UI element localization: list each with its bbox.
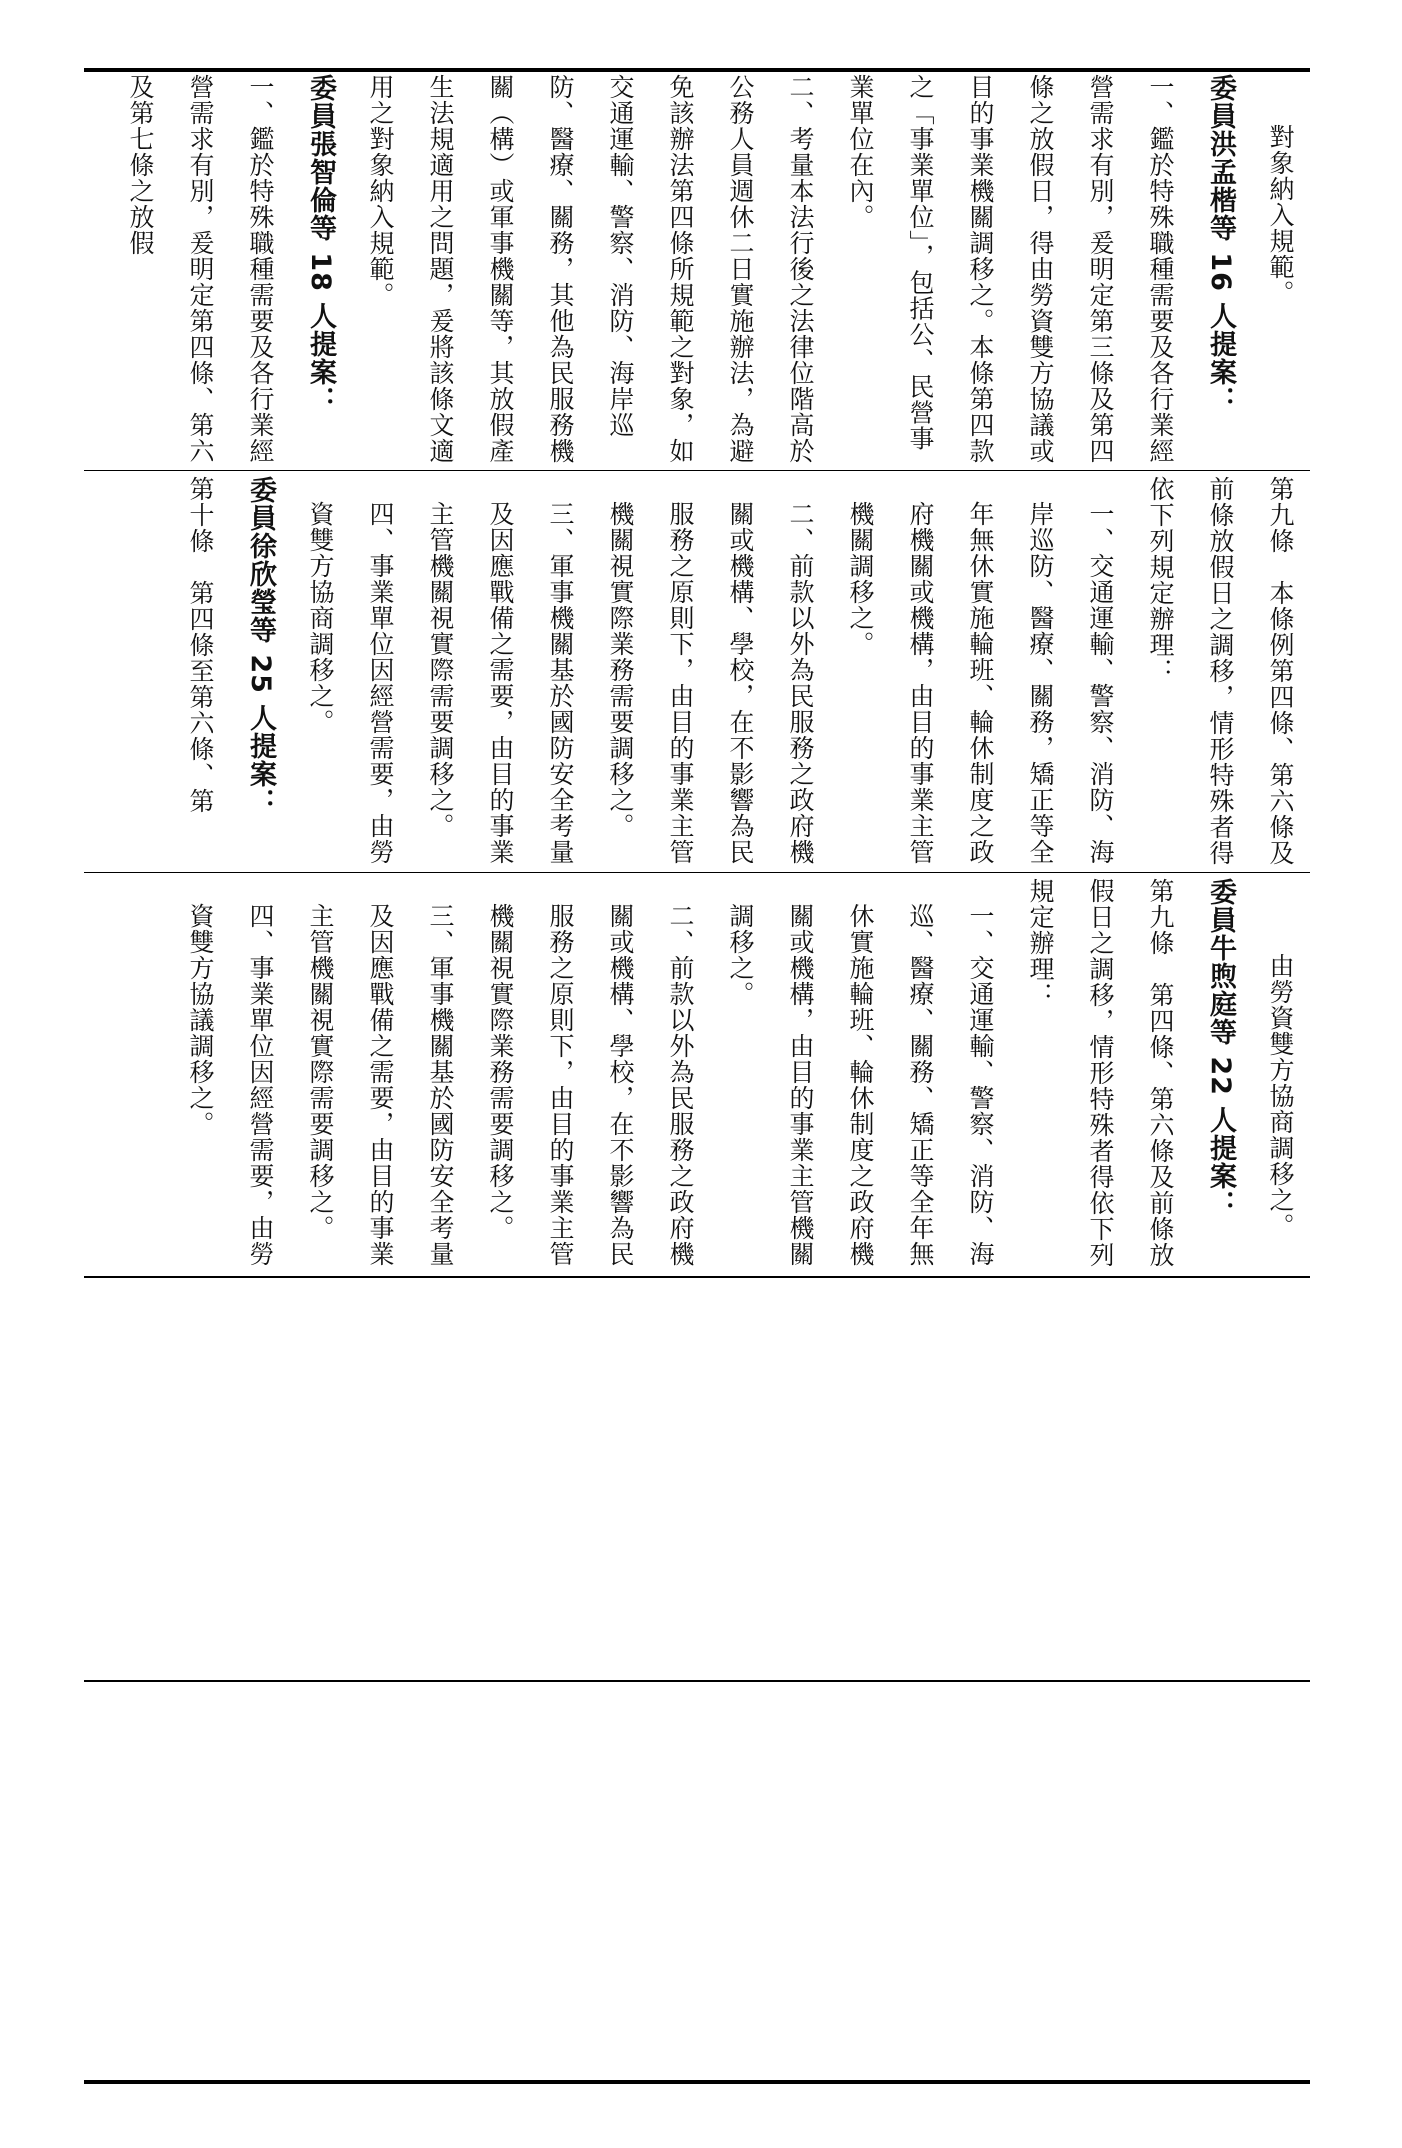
bottom-rule [84, 2080, 1310, 2084]
top-rule [84, 68, 1310, 72]
band-1 [84, 74, 1310, 468]
band-5-empty [84, 1686, 1310, 2074]
paragraph: 四、事業單位因經營需要，由勞資雙方協議調移之。 [186, 903, 275, 1267]
rule-mid [84, 1680, 1310, 1682]
band-1-text [84, 74, 1310, 468]
paragraph: 一、交通運輸、警察、消防、海岸巡防、醫療、關務，矯正等全年無休實施輪班、輪休制度之政府機關或機構，由目的事業主管機關調移之。 [846, 501, 1115, 865]
paragraph: 對象納入規範。 [1266, 124, 1295, 306]
paragraph: 三、軍事機關基於國防安全考量及因應戰備之需要，由目的事業主管機關視實際需要調移之。 [426, 501, 575, 865]
proposal-heading: 委員徐欣瑩等 25 人提案： [245, 476, 276, 817]
paragraph: 一、鑑於特殊職種需要及各行業經營需求有別，爰明定第四條、第六及第七條之放假 [126, 74, 275, 464]
band-2-text [84, 476, 1310, 870]
paragraph: 三、軍事機關基於國防安全考量及因應戰備之需要，由目的事業主管機關視實際需要調移之。 [306, 903, 455, 1267]
proposal-heading: 委員張智倫等 18 人提案： [305, 74, 336, 415]
paragraph: 第九條 本條例第四條、第六條及前條放假日之調移，情形特殊者得依下列規定辦理： [1146, 476, 1295, 866]
paragraph: 二、前款以外為民服務之政府機關或機構、學校，在不影響為民服務之原則下，由目的事業主管機關視實際業務需要調移之。 [486, 903, 695, 1267]
rule-after-band-3 [84, 1276, 1310, 1278]
paragraph: 由勞資雙方協商調移之。 [1266, 953, 1295, 1239]
proposal-heading: 委員牛煦庭等 22 人提案： [1205, 878, 1236, 1219]
band-4-empty [84, 1282, 1310, 1676]
band-3-text [84, 878, 1310, 1272]
paragraph: 四、事業單位因經營需要，由勞資雙方協商調移之。 [306, 501, 395, 865]
paragraph: 二、考量本法行後之法律位階高於公務人員週休二日實施辦法，為避免該辦法第四條所規範之對象，如交通運輸、警察、消防、海岸巡防、醫療、關務，其他為民服務機關（構）或軍事機關等，其放假產生法規適用之問題，爰將該條文適用之對象納入規範。 [366, 74, 815, 464]
divider-1 [84, 470, 1310, 471]
paragraph: 一、交通運輸、警察、消防、海巡、醫療、關務、矯正等全年無休實施輪班、輪休制度之政府機關或機構，由目的事業主管機關調移之。 [726, 903, 995, 1267]
paragraph: 第十條 第四條至第六條、第 [186, 476, 215, 814]
band-3 [84, 878, 1310, 1272]
proposal-heading: 委員洪孟楷等 16 人提案： [1205, 74, 1236, 415]
paragraph: 第九條 第四條、第六條及前條放假日之調移，情形特殊者得依下列規定辦理： [1026, 878, 1175, 1268]
paragraph: 一、鑑於特殊職種需要及各行業經營需求有別，爰明定第三條及第四條之放假日，得由勞資雙方協議或目的事業機關調移之。本條第四款之「事業單位」，包括公、民營事業單位在內。 [846, 74, 1175, 464]
divider-2 [84, 872, 1310, 873]
band-2 [84, 476, 1310, 870]
paragraph: 二、前款以外為民服務之政府機關或機構、學校，在不影響為民服務之原則下，由目的事業主管機關視實際業務需要調移之。 [606, 501, 815, 865]
